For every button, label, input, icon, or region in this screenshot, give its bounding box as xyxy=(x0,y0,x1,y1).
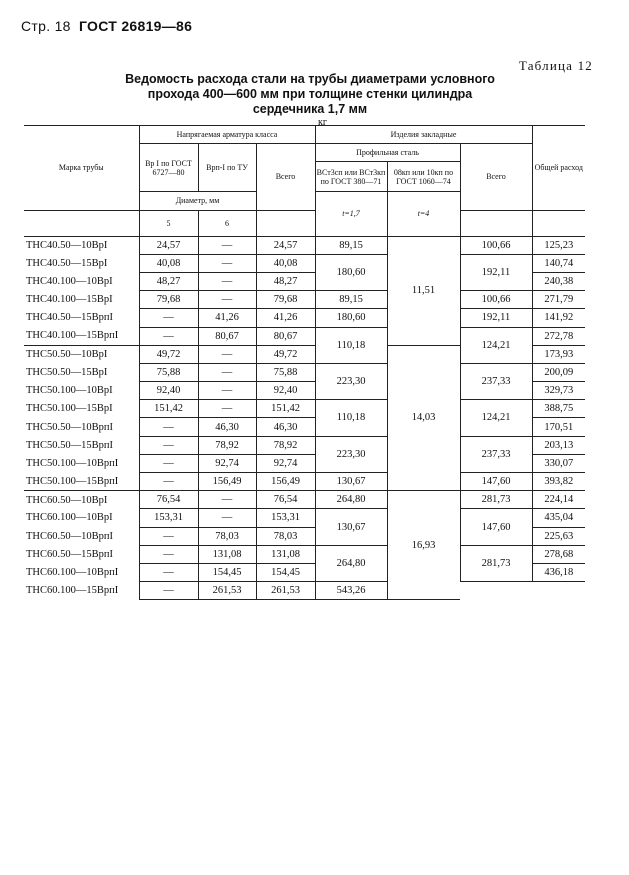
header-vst: ВСт3сп или ВСт3кп по ГОСТ 380—71 xyxy=(315,162,387,192)
cell-mark: ТНС50.50—15ВрI xyxy=(26,366,108,378)
cell-mark: ТНС40.50—15ВрI xyxy=(26,257,108,269)
header-bp1: Вр I по ГОСТ 6727—80 xyxy=(139,144,198,192)
cell-grand-total: 436,18 xyxy=(532,563,585,581)
table-title: Ведомость расхода стали на трубы диаметрами условного прохода 400—600 мм при толщине стенки цилиндра сердечника 1,7 мм xyxy=(125,72,495,116)
cell-bp1: 49,72 xyxy=(139,345,198,363)
cell-bp1: — xyxy=(139,473,198,491)
table-label: Таблица 12 xyxy=(518,58,593,73)
cell-grand-total: 200,09 xyxy=(532,363,585,381)
cell-bp1: 48,27 xyxy=(139,272,198,290)
cell-vst: 264,80 xyxy=(315,545,387,581)
cell-grand-total: 330,07 xyxy=(532,454,585,472)
page-header xyxy=(21,18,192,34)
cell-emb-total: 147,60 xyxy=(460,509,532,545)
table-row xyxy=(24,491,585,509)
cell-t4: 14,03 xyxy=(387,345,460,491)
cell-mark: ТНС50.100—15ВрпI xyxy=(26,475,119,487)
cell-bp1: — xyxy=(139,582,198,600)
cell-bp1: 40,08 xyxy=(139,254,198,272)
cell-vst: 110,18 xyxy=(315,400,387,436)
table-row xyxy=(24,363,585,381)
cell-emb-total: 237,33 xyxy=(460,363,532,399)
cell-grand-total: 435,04 xyxy=(532,509,585,527)
cell-bpn: 80,67 xyxy=(198,327,256,345)
cell-mark: ТНС40.100—10ВрI xyxy=(26,276,113,288)
cell-bp1: — xyxy=(139,545,198,563)
cell-total: 40,08 xyxy=(256,254,315,272)
cell-total: 92,74 xyxy=(256,454,315,472)
cell-grand-total: 224,14 xyxy=(532,491,585,509)
cell-mark: ТНС40.50—15ВрпI xyxy=(26,312,113,324)
cell-total: 156,49 xyxy=(256,473,315,491)
table-row xyxy=(24,327,585,345)
cell-vst: 264,80 xyxy=(315,491,387,509)
cell-mark: ТНС50.100—10ВрпI xyxy=(26,457,119,469)
header-t4: t=4 xyxy=(387,192,460,236)
cell-total: 131,08 xyxy=(256,545,315,563)
cell-bpn: 78,03 xyxy=(198,527,256,545)
cell-bp1: — xyxy=(139,563,198,581)
header-d6: 6 xyxy=(198,210,256,236)
cell-total: 79,68 xyxy=(256,291,315,309)
cell-bpn: — xyxy=(198,236,256,254)
cell-vst: 89,15 xyxy=(315,291,387,309)
cell-vst: 180,60 xyxy=(315,254,387,290)
table-row xyxy=(24,309,585,327)
cell-bp1: 92,40 xyxy=(139,382,198,400)
cell-grand-total: 543,26 xyxy=(315,582,387,600)
cell-mark: ТНС50.50—10ВрпI xyxy=(26,421,113,433)
header-bpn: Врп-I по ТУ xyxy=(198,144,256,192)
cell-total: 153,31 xyxy=(256,509,315,527)
header-mark: Марка трубы xyxy=(24,126,139,211)
cell-mark: ТНС60.50—15ВрпI xyxy=(26,548,113,560)
cell-grand-total: 225,63 xyxy=(532,527,585,545)
unit-label: кг xyxy=(318,117,327,128)
cell-vst: 110,18 xyxy=(315,327,387,363)
table-row xyxy=(24,509,585,527)
table-row xyxy=(24,582,585,600)
header-profile-steel: Профильная сталь xyxy=(315,144,460,162)
cell-vst: 223,30 xyxy=(315,436,387,472)
table-row xyxy=(24,254,585,272)
cell-vst: 89,15 xyxy=(315,236,387,254)
page-number: Стр. 18 xyxy=(21,18,71,34)
cell-grand-total: 141,92 xyxy=(532,309,585,327)
cell-mark: ТНС60.100—10ВрпI xyxy=(26,567,119,579)
table-row xyxy=(24,291,585,309)
cell-total: 76,54 xyxy=(256,491,315,509)
cell-bpn: — xyxy=(198,254,256,272)
cell-bpn: 92,74 xyxy=(198,454,256,472)
table-row xyxy=(24,436,585,454)
steel-consumption-table xyxy=(24,125,585,600)
cell-bpn: 156,49 xyxy=(198,473,256,491)
cell-bpn: — xyxy=(198,363,256,381)
cell-bp1: — xyxy=(139,327,198,345)
cell-bpn: — xyxy=(198,272,256,290)
cell-bp1: — xyxy=(139,454,198,472)
cell-bp1: — xyxy=(139,436,198,454)
cell-bp1: — xyxy=(139,418,198,436)
cell-grand-total: 125,23 xyxy=(532,236,585,254)
cell-total: 261,53 xyxy=(256,582,315,600)
cell-bpn: 78,92 xyxy=(198,436,256,454)
cell-bpn: — xyxy=(198,382,256,400)
cell-emb-total: 124,21 xyxy=(460,327,532,363)
cell-bpn: 46,30 xyxy=(198,418,256,436)
cell-bp1: 75,88 xyxy=(139,363,198,381)
cell-grand-total: 170,51 xyxy=(532,418,585,436)
cell-total: 41,26 xyxy=(256,309,315,327)
cell-total: 46,30 xyxy=(256,418,315,436)
cell-bpn: 131,08 xyxy=(198,545,256,563)
cell-vst: 180,60 xyxy=(315,309,387,327)
cell-mark: ТНС50.50—15ВрпI xyxy=(26,439,113,451)
cell-bp1: 76,54 xyxy=(139,491,198,509)
cell-bpn: — xyxy=(198,509,256,527)
table-row xyxy=(24,473,585,491)
cell-mark: ТНС40.100—15ВрI xyxy=(26,294,113,306)
cell-mark: ТНС50.50—10ВрI xyxy=(24,345,139,363)
cell-emb-total: 192,11 xyxy=(460,309,532,327)
cell-emb-total: 237,33 xyxy=(460,436,532,472)
cell-bp1: 24,57 xyxy=(139,236,198,254)
cell-total: 49,72 xyxy=(256,345,315,363)
cell-emb-total: 281,73 xyxy=(460,545,532,581)
cell-emb-total: 281,73 xyxy=(460,491,532,509)
cell-bp1: — xyxy=(139,309,198,327)
cell-grand-total: 240,38 xyxy=(532,272,585,290)
cell-bp1: — xyxy=(139,527,198,545)
cell-t4: 11,51 xyxy=(387,236,460,345)
cell-vst: 223,30 xyxy=(315,363,387,399)
cell-total: 78,92 xyxy=(256,436,315,454)
cell-emb-total: 100,66 xyxy=(460,291,532,309)
table-row xyxy=(24,236,585,254)
cell-mark: ТНС60.100—15ВрпI xyxy=(26,585,119,597)
cell-bpn: — xyxy=(198,345,256,363)
cell-total: 154,45 xyxy=(256,563,315,581)
header-diameter: Диаметр, мм xyxy=(139,192,256,210)
cell-bpn: 261,53 xyxy=(198,582,256,600)
cell-bp1: 153,31 xyxy=(139,509,198,527)
cell-total: 80,67 xyxy=(256,327,315,345)
cell-emb-total: 192,11 xyxy=(460,254,532,290)
cell-total: 151,42 xyxy=(256,400,315,418)
header-embedded: Изделия закладные xyxy=(315,126,532,144)
cell-emb-total: 147,60 xyxy=(460,473,532,491)
header-d5: 5 xyxy=(139,210,198,236)
cell-bp1: 151,42 xyxy=(139,400,198,418)
cell-grand-total: 140,74 xyxy=(532,254,585,272)
cell-grand-total: 278,68 xyxy=(532,545,585,563)
header-emb-total: Всего xyxy=(460,144,532,210)
cell-mark: ТНС50.100—15ВрI xyxy=(26,403,113,415)
cell-bpn: — xyxy=(198,291,256,309)
cell-bpn: — xyxy=(198,491,256,509)
cell-bpn: — xyxy=(198,400,256,418)
header-grand-total: Общей расход xyxy=(532,126,585,211)
header-t17: t=1,7 xyxy=(315,192,387,236)
cell-total: 48,27 xyxy=(256,272,315,290)
cell-grand-total: 329,73 xyxy=(532,382,585,400)
header-08: 08кп или 10кп по ГОСТ 1060—74 xyxy=(387,162,460,192)
cell-mark: ТНС60.50—10ВрпI xyxy=(26,530,113,542)
cell-mark: ТНС40.100—15ВрпI xyxy=(26,330,119,342)
header-total: Всего xyxy=(256,144,315,210)
cell-mark: ТНС50.100—10ВрI xyxy=(26,385,113,397)
cell-t4: 16,93 xyxy=(387,491,460,600)
cell-grand-total: 271,79 xyxy=(532,291,585,309)
cell-vst: 130,67 xyxy=(315,509,387,545)
table-row xyxy=(24,400,585,418)
cell-bpn: 41,26 xyxy=(198,309,256,327)
cell-total: 75,88 xyxy=(256,363,315,381)
cell-mark: ТНС40.50—10ВрI xyxy=(26,239,108,251)
cell-total: 92,40 xyxy=(256,382,315,400)
cell-grand-total: 272,78 xyxy=(532,327,585,345)
cell-grand-total: 388,75 xyxy=(532,400,585,418)
cell-grand-total: 393,82 xyxy=(532,473,585,491)
table-row xyxy=(24,545,585,563)
cell-emb-total: 124,21 xyxy=(460,400,532,436)
cell-mark: ТНС60.50—10ВрI xyxy=(24,491,139,509)
cell-emb-total: 100,66 xyxy=(460,236,532,254)
cell-bpn: 154,45 xyxy=(198,563,256,581)
cell-mark: ТНС60.100—10ВрI xyxy=(26,512,113,524)
cell-grand-total: 173,93 xyxy=(532,345,585,363)
cell-bp1: 79,68 xyxy=(139,291,198,309)
cell-total: 24,57 xyxy=(256,236,315,254)
cell-vst: 130,67 xyxy=(315,473,387,491)
header-prestressed: Напрягаемая арматура класса xyxy=(139,126,315,144)
cell-grand-total: 203,13 xyxy=(532,436,585,454)
standard-code: ГОСТ 26819—86 xyxy=(78,18,193,34)
cell-total: 78,03 xyxy=(256,527,315,545)
